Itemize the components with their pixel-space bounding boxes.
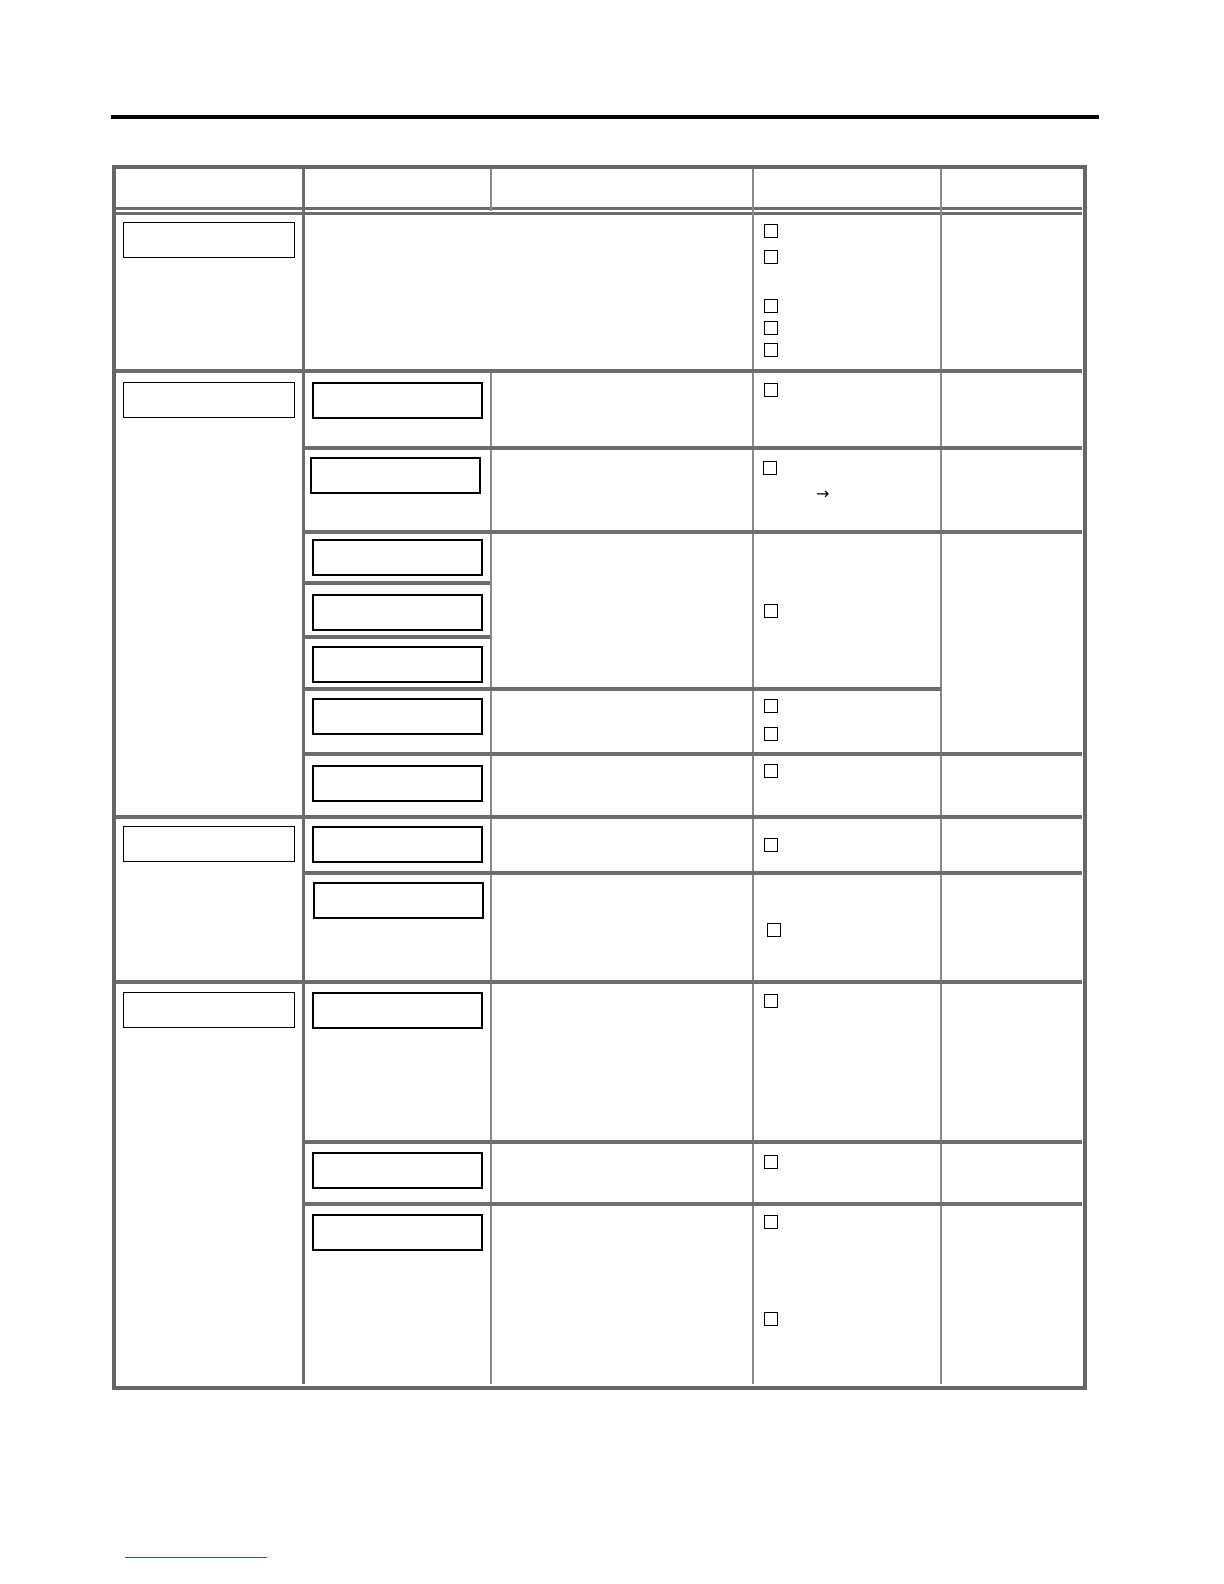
section-separator-1 [116, 369, 1082, 373]
footer-link-underline[interactable] [125, 1557, 267, 1558]
section-label-box[interactable] [123, 826, 295, 862]
section-label-box[interactable] [123, 382, 295, 418]
row-separator [304, 687, 941, 691]
checkbox[interactable] [764, 994, 778, 1008]
header-separator [116, 207, 1082, 210]
checkbox[interactable] [764, 224, 778, 238]
item-label-box[interactable] [312, 539, 483, 576]
row-separator [304, 1202, 1082, 1206]
checkbox[interactable] [764, 1155, 778, 1169]
col-divider-2a [490, 169, 492, 211]
row-separator [304, 1140, 1082, 1144]
checkbox[interactable] [764, 250, 778, 264]
col-divider-2b [490, 373, 492, 1384]
row-separator [304, 871, 1082, 875]
item-label-box[interactable] [310, 457, 481, 494]
row-separator [304, 752, 1082, 756]
header-separator-2 [116, 212, 1082, 215]
checkbox[interactable] [764, 727, 778, 741]
item-label-box[interactable] [313, 882, 484, 919]
item-label-box[interactable] [312, 646, 483, 683]
checkbox[interactable] [764, 764, 778, 778]
item-label-box[interactable] [312, 594, 483, 631]
checkbox[interactable] [764, 1312, 778, 1326]
checkbox[interactable] [764, 321, 778, 335]
top-rule [111, 115, 1099, 119]
row-separator [304, 581, 490, 585]
checkbox[interactable] [764, 383, 778, 397]
item-label-box[interactable] [312, 382, 483, 419]
row-separator [304, 446, 1082, 450]
arrow-right-icon: → [816, 484, 830, 503]
section-label-box[interactable] [123, 992, 295, 1028]
item-label-box[interactable] [312, 765, 483, 802]
checkbox[interactable] [767, 923, 781, 937]
checkbox[interactable] [763, 461, 777, 475]
section-separator-3 [116, 980, 1082, 984]
item-label-box[interactable] [312, 1214, 483, 1251]
checkbox[interactable] [764, 299, 778, 313]
item-label-box[interactable] [312, 992, 483, 1029]
row-separator [304, 530, 1082, 534]
item-label-box[interactable] [312, 698, 483, 735]
item-label-box[interactable] [312, 1152, 483, 1189]
section-label-box[interactable] [123, 222, 295, 258]
section-separator-2 [116, 815, 1082, 819]
checkbox[interactable] [764, 838, 778, 852]
item-label-box[interactable] [312, 826, 483, 863]
checkbox[interactable] [764, 604, 778, 618]
checkbox[interactable] [764, 699, 778, 713]
row-separator [304, 635, 490, 639]
checkbox[interactable] [764, 1215, 778, 1229]
checkbox[interactable] [764, 343, 778, 357]
